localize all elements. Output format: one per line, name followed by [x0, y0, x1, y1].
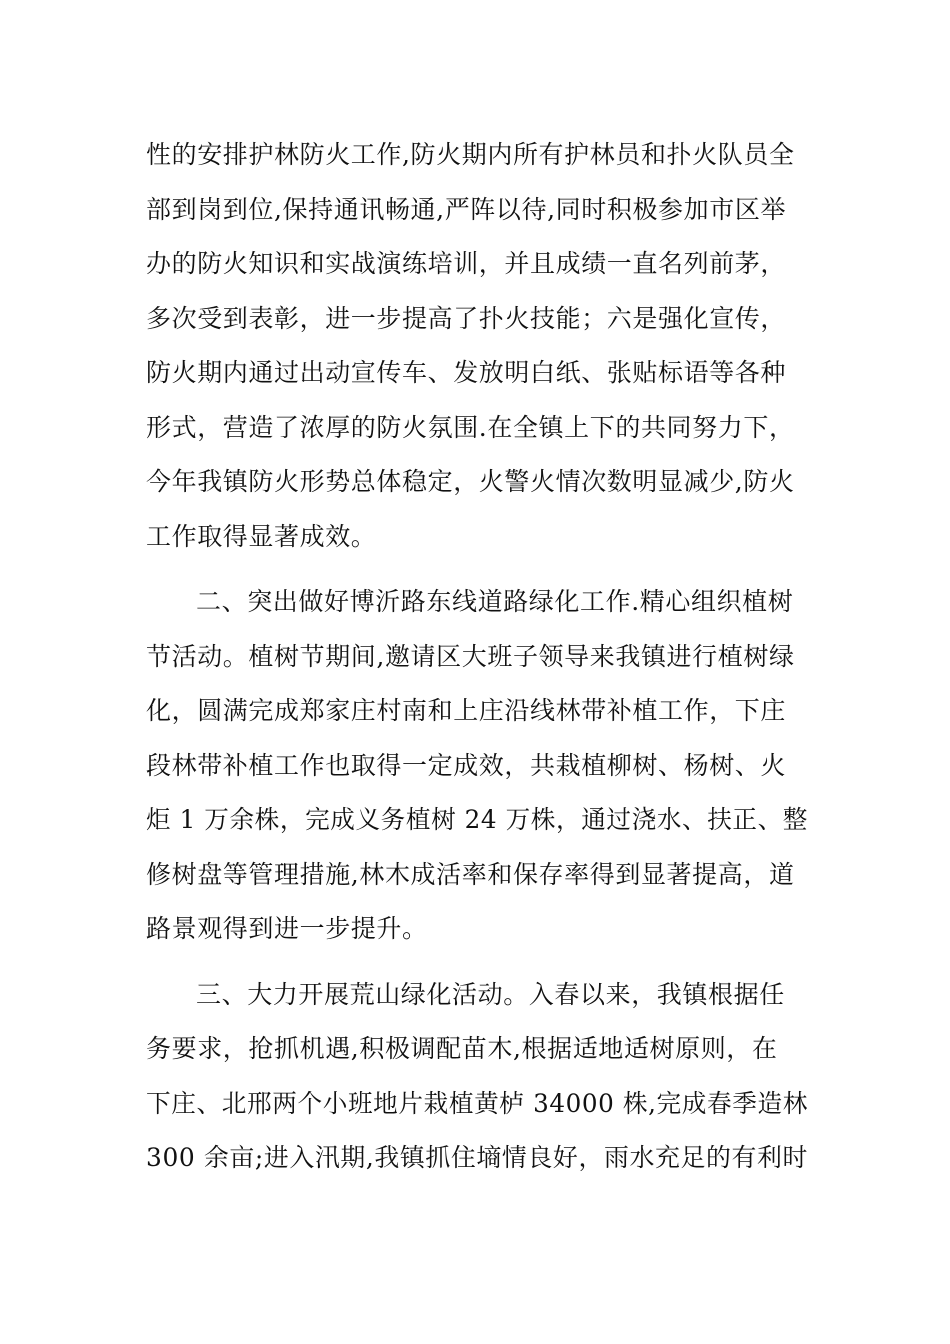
text-line: 防火期内通过出动宣传车、发放明白纸、张贴标语等各种 [146, 358, 787, 387]
text-line: 300 余亩;进入汛期,我镇抓住墒情良好，雨水充足的有利时 [146, 1143, 808, 1172]
text-line: 炬 1 万余株，完成义务植树 24 万株，通过浇水、扶正、整 [146, 805, 808, 834]
text-line: 务要求，抢抓机遇,积极调配苗木,根据适地适树原则，在 [146, 1034, 778, 1063]
paragraph-gap [146, 957, 808, 968]
text-line: 段林带补植工作也取得一定成效，共栽植柳树、杨树、火 [146, 750, 787, 780]
paragraph-fire-prevention [146, 128, 808, 564]
paragraph-road-greening [146, 575, 808, 957]
text-line: 修树盘等管理措施,林木成活率和保存率得到显著提高，道 [146, 859, 795, 889]
document-body [146, 128, 808, 1186]
text-line: 二、突出做好博沂路东线道路绿化工作.精心组织植树 [196, 587, 794, 616]
text-line: 形式，营造了浓厚的防火氛围.在全镇上下的共同努力下， [146, 412, 795, 442]
text-line: 三、大力开展荒山绿化活动。入春以来，我镇根据任 [196, 979, 785, 1009]
text-line: 路景观得到进一步提升。 [146, 914, 428, 943]
text-line: 化，圆满完成郑家庄村南和上庄沿线林带补植工作，下庄 [146, 696, 787, 725]
text-line: 多次受到表彰，进一步提高了扑火技能；六是强化宣传， [146, 303, 787, 333]
text-line: 节活动。植树节期间,邀请区大班子领导来我镇进行植树绿 [146, 641, 795, 671]
paragraph-gap [146, 564, 808, 575]
text-line: 办的防火知识和实战演练培训，并且成绩一直名列前茅， [146, 249, 787, 278]
text-line: 工作取得显著成效。 [146, 521, 377, 551]
text-line: 下庄、北邢两个小班地片栽植黄栌 34000 株,完成春季造林 [146, 1088, 808, 1118]
text-line: 性的安排护林防火工作,防火期内所有护林员和扑火队员全 [146, 140, 795, 169]
text-line: 今年我镇防火形势总体稳定，火警火情次数明显减少,防火 [146, 467, 795, 496]
paragraph-hill-greening [146, 968, 808, 1186]
text-line: 部到岗到位,保持通讯畅通,严阵以待,同时积极参加市区举 [146, 194, 787, 224]
